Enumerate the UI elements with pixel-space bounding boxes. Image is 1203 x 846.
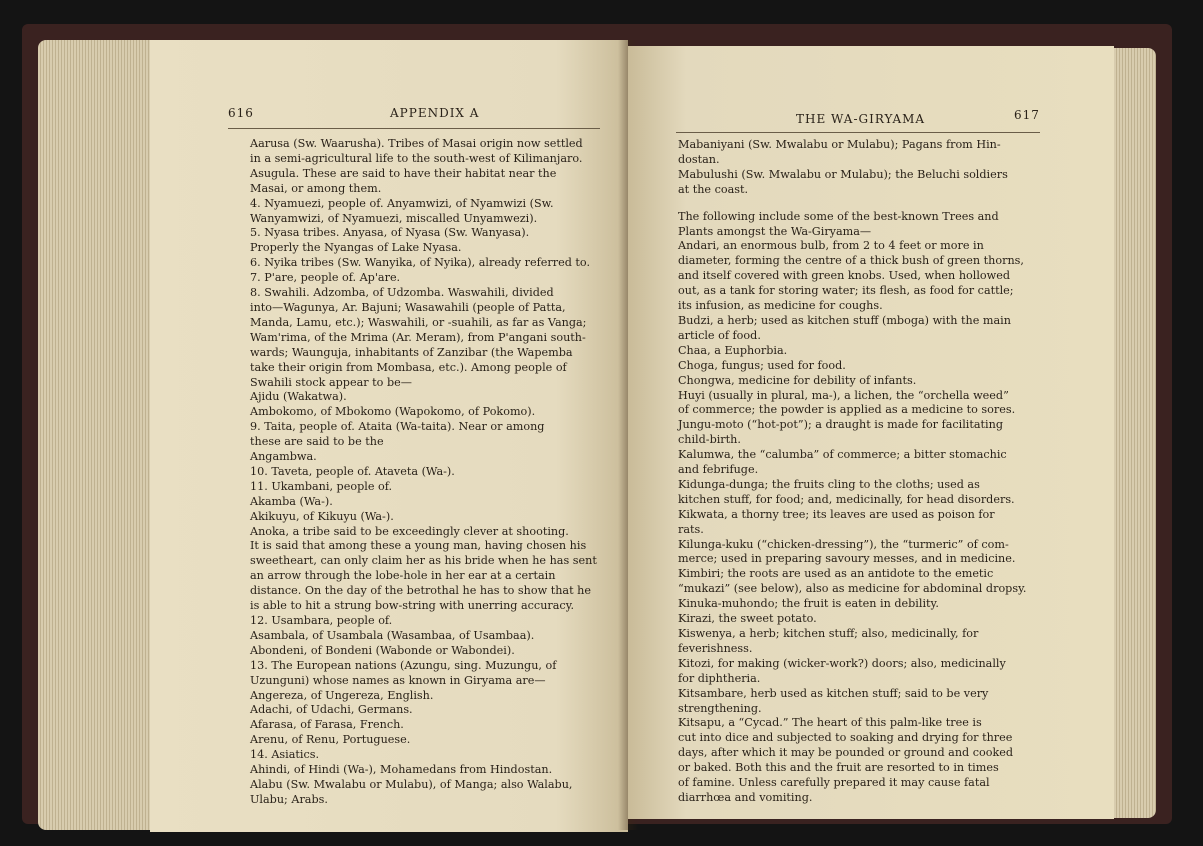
text-line: Mabulushi (Sw. Mwalabu or Mulabu); the Beluchi soldiers — [678, 167, 1008, 181]
text-line: at the coast. — [678, 182, 749, 196]
text-line: Afarasa, of Farasa, French. — [250, 718, 404, 732]
left-page-text — [250, 137, 602, 808]
page-edges-right — [1110, 48, 1156, 818]
text-line: Manda, Lamu, etc.); Waswahili, or -suahili, as far as Vanga; — [250, 315, 587, 329]
text-line: or baked. Both this and the fruit are resorted to in times — [678, 761, 999, 775]
text-line: Ahindi, of Hindi (Wa-), Mohamedans from Hindostan. — [250, 763, 553, 777]
text-line: Andari, an enormous bulb, from 2 to 4 feet or more in — [678, 239, 984, 253]
text-line: child-birth. — [678, 433, 741, 447]
text-line: Properly the Nyangas of Lake Nyasa. — [250, 241, 462, 255]
right-page-text — [678, 138, 1040, 806]
page-edges-left — [38, 40, 168, 830]
text-line: Aarusa (Sw. Waarusha). Tribes of Masai origin now settled — [250, 137, 583, 150]
text-line: Asugula. These are said to have their habitat near the — [250, 166, 557, 180]
text-line: wards; Waunguja, inhabitants of Zanzibar (the Wapemba — [250, 345, 573, 359]
text-line: kitchen stuff, for food; and, medicinally, for head disorders. — [678, 492, 1015, 506]
text-line: these are said to be the — [250, 435, 384, 449]
text-line: Akikuyu, of Kikuyu (Wa-). — [250, 509, 394, 523]
text-line: 14. Asiatics. — [250, 748, 320, 762]
text-line: article of food. — [678, 328, 761, 342]
text-line: Angambwa. — [250, 450, 317, 464]
text-line: 11. Ukambani, people of. — [250, 479, 393, 493]
text-line: diarrhœa and vomiting. — [678, 790, 813, 804]
left-page-number: 616 — [228, 106, 254, 120]
text-line: Mabaniyani (Sw. Mwalabu or Mulabu); Pagans from Hin- — [678, 138, 1001, 151]
text-line: is able to hit a strung bow-string with unerring accuracy. — [250, 599, 575, 613]
text-line: Anoka, a tribe said to be exceedingly clever at shooting. — [250, 524, 569, 538]
text-line: Ajidu (Wakatwa). — [250, 390, 347, 404]
text-line: its infusion, as medicine for coughs. — [678, 299, 883, 313]
text-line: Kalumwa, the “calumba” of commerce; a bitter stomachic — [678, 448, 1007, 462]
text-line: 4. Nyamuezi, people of. Anyamwizi, of Nyamwizi (Sw. — [250, 196, 554, 210]
text-line: merce; used in preparing savoury messes, and in medicine. — [678, 552, 1016, 566]
text-line: Swahili stock appear to be— — [250, 375, 412, 389]
text-line: Jungu-moto (“hot-pot”); a draught is made for facilitating — [678, 418, 1003, 432]
text-line: Budzi, a herb; used as kitchen stuff (mboga) with the main — [678, 313, 1011, 327]
text-line: Kirazi, the sweet potato. — [678, 612, 817, 626]
text-line: 12. Usambara, people of. — [250, 614, 393, 627]
text-line: 7. P'are, people of. Ap'are. — [250, 271, 401, 285]
text-line: feverishness. — [678, 641, 753, 655]
text-line: 8. Swahili. Adzomba, of Udzomba. Waswahili, divided — [250, 286, 554, 300]
text-line: Plants amongst the Wa-Giryama— — [678, 224, 872, 238]
text-line: Kitsambare, herb used as kitchen stuff; said to be very — [678, 686, 989, 700]
left-page — [150, 40, 628, 832]
text-line: The following include some of the best-known Trees and — [678, 209, 999, 223]
text-line: Kitozi, for making (wicker-work?) doors; also, medicinally — [678, 656, 1006, 670]
text-line: 5. Nyasa tribes. Anyasa, of Nyasa (Sw. Wanyasa). — [250, 226, 530, 240]
right-page-number: 617 — [1014, 108, 1040, 122]
text-line: an arrow through the lobe-hole in her ear at a certain — [250, 569, 556, 583]
text-line: Choga, fungus; used for food. — [678, 358, 846, 372]
text-line: Uzunguni) whose names as known in Giryama are— — [250, 673, 546, 687]
text-line: Alabu (Sw. Mwalabu or Mulabu), of Manga; also Walabu, — [250, 777, 573, 791]
text-line: days, after which it may be pounded or ground and cooked — [678, 746, 1014, 760]
text-line: Kidunga-dunga; the fruits cling to the cloths; used as — [678, 477, 980, 491]
right-page — [628, 46, 1114, 819]
right-running-head: THE WA-GIRYAMA — [796, 112, 926, 126]
text-line: Kimbiri; the roots are used as an antidote to the emetic — [678, 567, 994, 581]
text-line: and itself covered with green knobs. Used, when hollowed — [678, 269, 1011, 283]
left-running-head: APPENDIX A — [390, 106, 480, 120]
text-line: rats. — [678, 522, 704, 536]
text-line: Kiswenya, a herb; kitchen stuff; also, medicinally, for — [678, 627, 979, 640]
text-line: “mukazi” (see below), also as medicine for abdominal dropsy. — [678, 582, 1027, 596]
text-line: 6. Nyika tribes (Sw. Wanyika, of Nyika), already referred to. — [250, 256, 590, 270]
text-line: 9. Taita, people of. Ataita (Wa-taita). Near or among — [250, 420, 545, 434]
text-line: Kikwata, a thorny tree; its leaves are used as poison for — [678, 507, 995, 521]
text-line: Chaa, a Euphorbia. — [678, 343, 788, 357]
text-line: Adachi, of Udachi, Germans. — [250, 703, 413, 717]
text-line — [678, 198, 1040, 210]
text-line: It is said that among these a young man, having chosen his — [250, 539, 587, 553]
text-line: take their origin from Mombasa, etc.). Among people of — [250, 360, 567, 374]
text-line: Ulabu; Arabs. — [250, 792, 328, 806]
text-line: Arenu, of Renu, Portuguese. — [250, 733, 411, 747]
text-line: Asambala, of Usambala (Wasambaa, of Usambaa). — [250, 628, 535, 642]
text-line: 13. The European nations (Azungu, sing. Muzungu, of — [250, 658, 557, 672]
text-line: out, as a tank for storing water; its flesh, as food for cattle; — [678, 284, 1014, 298]
text-line: Ambokomo, of Mbokomo (Wapokomo, of Pokomo). — [250, 405, 536, 419]
text-line: for diphtheria. — [678, 671, 761, 685]
text-line: dostan. — [678, 152, 720, 166]
text-line: Akamba (Wa-). — [250, 494, 333, 508]
text-line: strengthening. — [678, 701, 762, 715]
text-line: Kinuka-muhondo; the fruit is eaten in debility. — [678, 597, 939, 611]
text-line: sweetheart, can only claim her as his bride when he has sent — [250, 554, 597, 568]
text-line: diameter, forming the centre of a thick bush of green thorns, — [678, 254, 1024, 268]
text-line: distance. On the day of the betrothal he has to show that he — [250, 584, 591, 598]
text-line: Abondeni, of Bondeni (Wabonde or Wabondei). — [250, 643, 515, 657]
text-line: into—Wagunya, Ar. Bajuni; Wasawahili (people of Patta, — [250, 300, 566, 314]
text-line: Huyi (usually in plural, ma-), a lichen, the “orchella weed” — [678, 388, 1009, 402]
right-header-rule — [676, 132, 1040, 133]
text-line: and febrifuge. — [678, 463, 759, 477]
text-line: of commerce; the powder is applied as a medicine to sores. — [678, 403, 1016, 417]
text-line: in a semi-agricultural life to the south-west of Kilimanjaro. — [250, 151, 583, 165]
text-line: Wanyamwizi, of Nyamuezi, miscalled Unyamwezi). — [250, 211, 538, 225]
text-line: 10. Taveta, people of. Ataveta (Wa-). — [250, 464, 455, 478]
left-header-rule — [228, 128, 600, 129]
text-line: of famine. Unless carefully prepared it may cause fatal — [678, 776, 990, 790]
text-line: Angereza, of Ungereza, English. — [250, 688, 434, 702]
text-line: Masai, or among them. — [250, 181, 382, 195]
text-line: Kilunga-kuku (“chicken-dressing”), the “turmeric” of com- — [678, 537, 1009, 551]
text-line: Chongwa, medicine for debility of infants. — [678, 373, 917, 387]
text-line: cut into dice and subjected to soaking and drying for three — [678, 731, 1013, 745]
text-line: Kitsapu, a “Cycad.” The heart of this palm-like tree is — [678, 716, 982, 730]
text-line: Wam'rima, of the Mrima (Ar. Meram), from P'angani south- — [250, 330, 586, 344]
